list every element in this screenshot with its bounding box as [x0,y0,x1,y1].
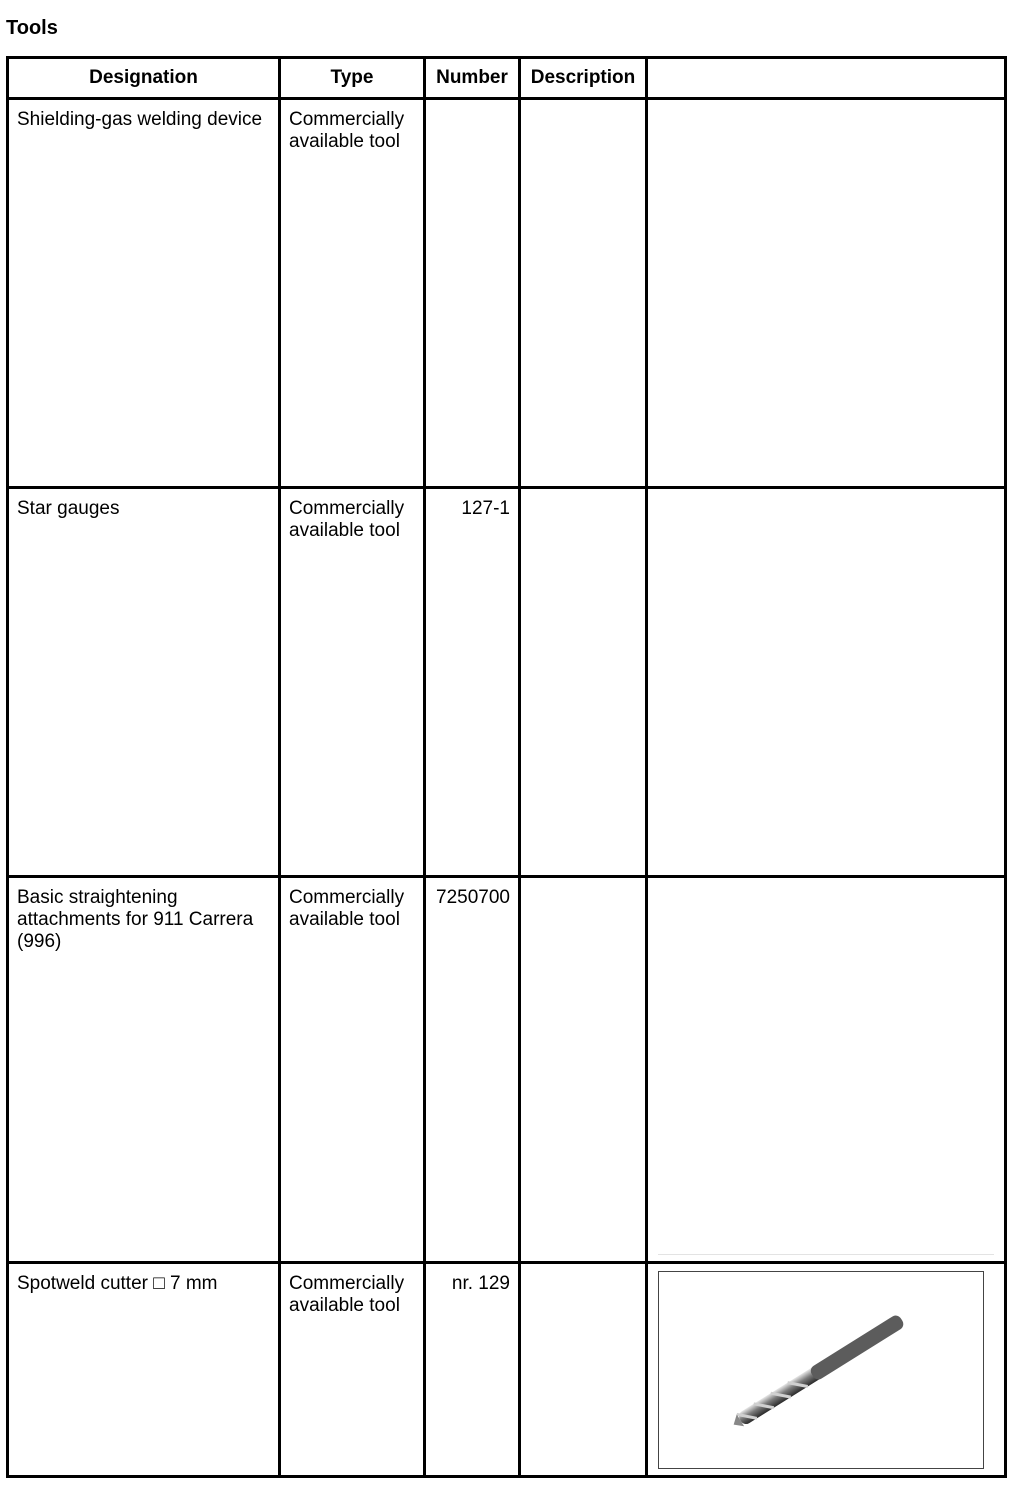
description-cell [520,1263,647,1477]
type-text: Commercially available tool [289,109,405,152]
page-title: Tools [6,17,58,39]
header-image [647,58,1006,99]
header-row [8,58,1006,99]
tool-photo [658,1271,984,1469]
description-text [521,878,645,887]
type-text: Commercially available tool [289,498,405,541]
type-cell [280,877,425,1263]
divider [658,1254,994,1255]
designation-text: Shielding-gas welding device [17,109,263,130]
table-row [8,877,1006,1263]
description-text [521,1264,645,1273]
type-cell [280,99,425,488]
number-text [426,100,518,109]
number-cell [425,488,520,877]
designation-cell [8,1263,280,1477]
designation-cell [8,877,280,1263]
type-cell [280,488,425,877]
image-cell [647,1263,1006,1477]
header-designation: Designation [8,58,280,99]
number-cell [425,877,520,1263]
tools-table [6,56,1007,1478]
table-row [8,488,1006,877]
number-text: nr. 129 [451,1273,510,1294]
table-row [8,99,1006,488]
number-text: 127-1 [461,498,510,519]
type-cell [280,1263,425,1477]
designation-text: Spotweld cutter □ 7 mm [17,1273,218,1294]
description-cell [520,488,647,877]
number-cell [425,1263,520,1477]
image-cell [647,877,1006,1263]
number-text: 7250700 [436,887,510,908]
designation-text: Basic straightening attachments for 911 Carrera (996) [17,887,254,952]
description-text [521,100,645,109]
designation-cell [8,488,280,877]
description-cell [520,877,647,1263]
description-text [521,489,645,498]
image-cell [647,99,1006,488]
designation-text: Star gauges [17,498,120,519]
type-text: Commercially available tool [289,1273,405,1316]
description-cell [520,99,647,488]
header-type: Type [280,58,425,99]
image-cell [647,488,1006,877]
number-cell [425,99,520,488]
table-row [8,1263,1006,1477]
drill-bit-icon [659,1272,983,1468]
header-description: Description [520,58,647,99]
type-text: Commercially available tool [289,887,405,930]
header-number: Number [425,58,520,99]
designation-cell [8,99,280,488]
